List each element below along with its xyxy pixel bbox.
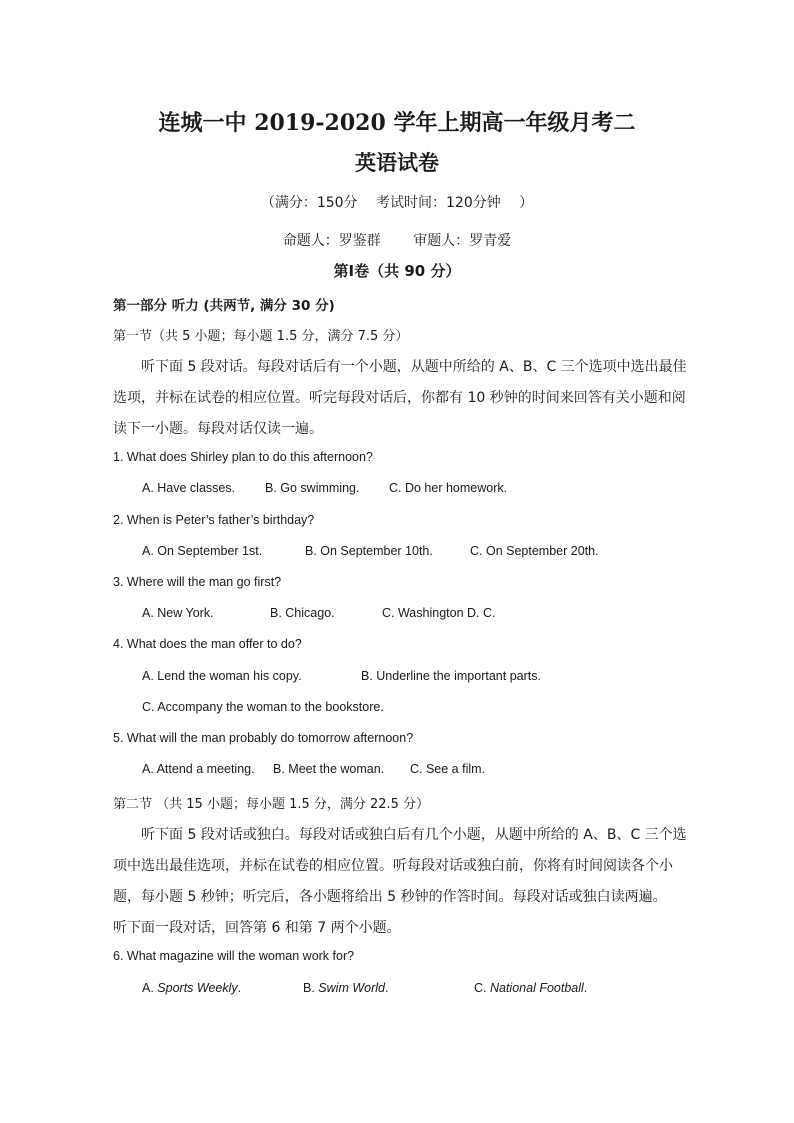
option-b: B. Go swimming.: [265, 481, 360, 495]
author-line: 命题人：罗鉴群 审题人：罗青爱: [282, 233, 512, 249]
score-time-line: （满分：150分 考试时间：120分钟 ）: [260, 195, 534, 211]
section1-heading: 第一节（共 5 小题；每小题 1.5 分，满分 7.5 分）: [113, 329, 409, 344]
option-a: A. Lend the woman his copy.: [142, 669, 302, 683]
section1-instruction-line: 读下一小题。每段对话仅读一遍。: [113, 421, 323, 437]
option-punct: .: [583, 981, 588, 995]
question-stem: 6. What magazine will the woman work for?: [113, 949, 355, 963]
question-stem: 3. Where will the man go first?: [113, 575, 282, 589]
magazine-title: Sports Weekly: [157, 981, 238, 995]
section2-subinstruction: 听下面一段对话，回答第 6 和第 7 两个小题。: [113, 920, 401, 936]
option-b: B. Chicago.: [270, 606, 335, 620]
exam-title: 连城一中 2019-2020 学年上期高一年级月考二: [158, 110, 636, 136]
option-c: C. Washington D. C.: [382, 606, 496, 620]
option-b: B. On September 10th.: [305, 544, 433, 558]
option-a: [142, 981, 241, 995]
part1-heading: 第一部分 听力 (共两节, 满分 30 分): [113, 298, 335, 314]
option-a: A. Have classes.: [142, 481, 236, 495]
section2-instruction-line: 项中选出最佳选项，并标在试卷的相应位置。听每段对话或独白前，你将有时间阅读各个小: [113, 858, 673, 874]
question-stem: 2. When is Peter’s father’s birthday?: [113, 513, 315, 527]
option-b: B. Underline the important parts.: [361, 669, 541, 683]
option-a: A. Attend a meeting.: [142, 762, 255, 776]
option-c: C. On September 20th.: [470, 544, 599, 558]
magazine-title: Swim World: [318, 981, 385, 995]
option-c: C. Accompany the woman to the bookstore.: [142, 700, 384, 714]
option-c: [474, 981, 587, 995]
option-punct: .: [384, 981, 389, 995]
option-b: [303, 981, 388, 995]
section1-instruction-line: 听下面 5 段对话。每段对话后有一个小题，从题中所给的 A、B、C 三个选项中选出最佳: [141, 359, 687, 375]
question-stem: 1. What does Shirley plan to do this afternoon?: [113, 450, 373, 464]
option-b: B. Meet the woman.: [273, 762, 385, 776]
section2-instruction-line: 听下面 5 段对话或独白。每段对话或独白后有几个小题，从题中所给的 A、B、C 三个选: [141, 827, 687, 843]
magazine-title: National Football: [489, 981, 584, 995]
option-letter: B.: [303, 981, 319, 995]
section1-instruction-line: 选项，并标在试卷的相应位置。听完每段对话后，你都有 10 秒钟的时间来回答有关小题和阅: [113, 390, 686, 406]
exam-subject: 英语试卷: [355, 150, 439, 175]
volume-title: 第Ⅰ卷（共 90 分）: [333, 262, 461, 280]
option-letter: C.: [474, 981, 490, 995]
option-c: C. Do her homework.: [389, 481, 508, 495]
option-a: A. On September 1st.: [142, 544, 263, 558]
option-punct: .: [237, 981, 242, 995]
option-a: A. New York.: [142, 606, 214, 620]
section2-instruction-line: 题，每小题 5 秒钟；听完后，各小题将给出 5 秒钟的作答时间。每段对话或独白读两遍。: [113, 889, 667, 905]
question-stem: 5. What will the man probably do tomorrow afternoon?: [113, 731, 414, 745]
question-stem: 4. What does the man offer to do?: [113, 637, 302, 651]
section2-heading: 第二节 （共 15 小题；每小题 1.5 分，满分 22.5 分）: [113, 797, 430, 812]
option-c: C. See a film.: [410, 762, 486, 776]
option-letter: A.: [142, 981, 158, 995]
